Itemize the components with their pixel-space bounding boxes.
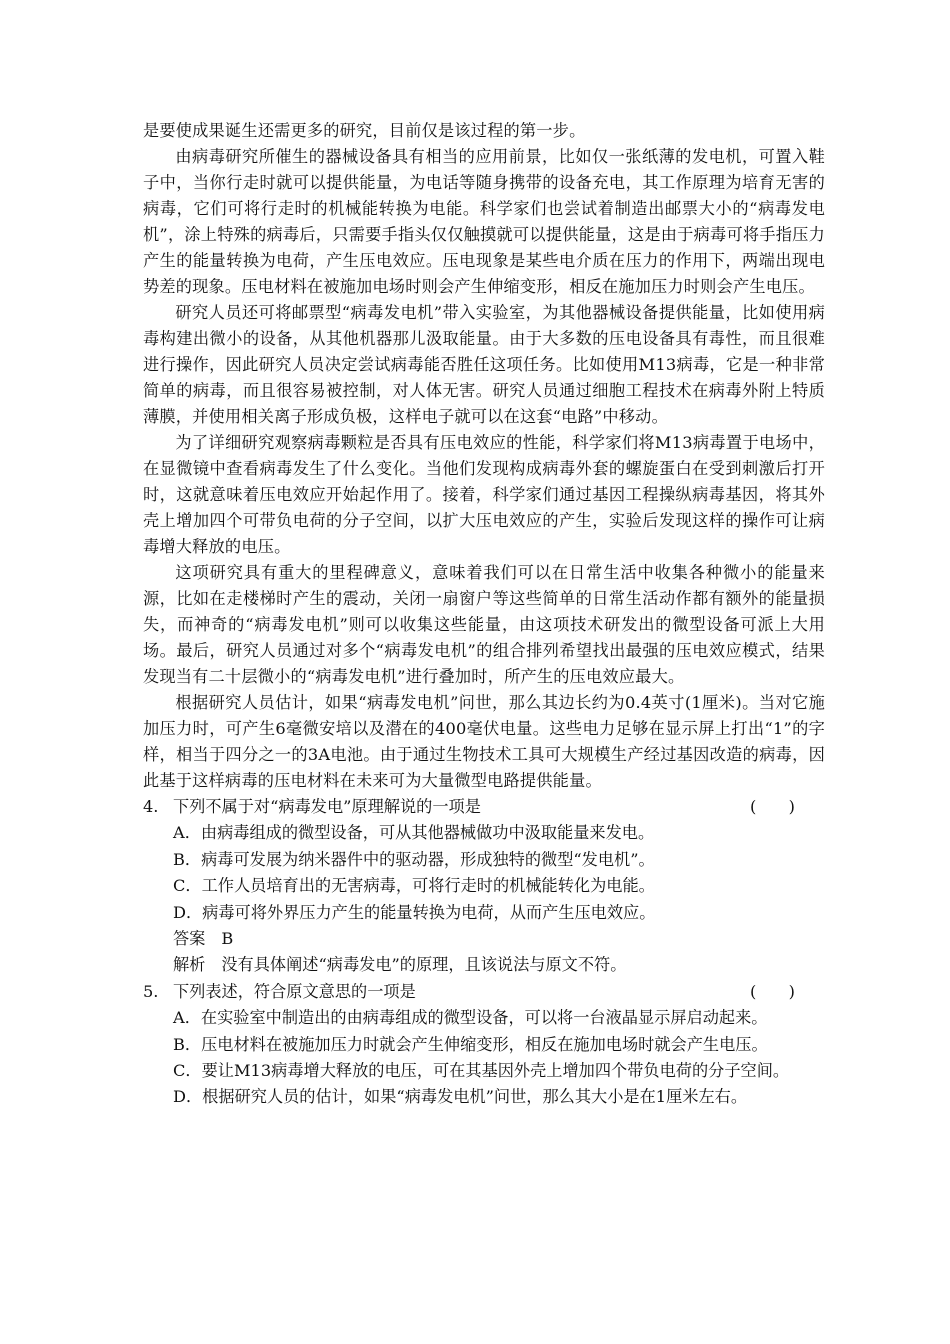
question-number: 5. <box>143 981 159 1001</box>
analysis-line <box>143 952 825 978</box>
option-letter: A． <box>173 1008 201 1028</box>
answer-label: 答案 <box>173 929 206 949</box>
document-page <box>143 118 825 1111</box>
option-text: 工作人员培育出的无害病毒，可将行走时的机械能转化为电能。 <box>201 876 655 896</box>
option-b <box>143 847 825 873</box>
answer-bracket: ( ) <box>749 981 795 1001</box>
answer-bracket: ( ) <box>749 797 795 816</box>
analysis-label: 解析 <box>173 955 206 975</box>
question-stem <box>143 794 481 820</box>
question-number: 4. <box>143 797 159 816</box>
option-c <box>143 1058 825 1084</box>
question-5 <box>143 979 825 1005</box>
answer-value: B <box>221 929 234 949</box>
option-text: 压电材料在被施加压力时就会产生伸缩变形，相反在施加电场时就会产生电压。 <box>201 1034 768 1054</box>
option-text: 病毒可发展为纳米器件中的驱动器，形成独特的微型“发电机”。 <box>201 849 655 869</box>
question-text: 下列表述，符合原文意思的一项是 <box>173 981 416 1001</box>
option-letter: B． <box>173 849 202 869</box>
option-letter: D． <box>173 902 203 922</box>
option-letter: C． <box>173 1061 202 1081</box>
option-d <box>143 1084 825 1110</box>
option-text: 根据研究人员的估计，如果“病毒发电机”问世，那么其大小是在1厘米左右。 <box>202 1087 748 1107</box>
question-text: 下列不属于对“病毒发电”原理解说的一项是 <box>173 797 481 816</box>
option-letter: C． <box>173 876 202 896</box>
paragraph-continuation: 是要使成果诞生还需更多的研究，目前仅是该过程的第一步。 <box>143 121 586 140</box>
option-text: 由病毒组成的微型设备，可从其他器械做功中汲取能量来发电。 <box>200 823 655 843</box>
option-d <box>143 900 825 926</box>
analysis-text: 没有具体阐述“病毒发电”的原理，且该说法与原文不符。 <box>221 955 627 975</box>
paragraph-applications: 由病毒研究所催生的器械设备具有相当的应用前景，比如仅一张纸薄的发电机，可置入鞋子中，当你行走时就可以提供能量，为电话等随身携带的设备充电，其工作原理为培育无害的病毒，它们可将行走时的机械能转换为电能。科学家们也尝试着制造出邮票大小的“病毒发电机”，涂上特殊的病毒后，只需要手指头仅仅触摸就可以提供能量，这是由于病毒可将手指压力产生的能量转换为电荷，产生压电效应。压电现象是某些电介质在压力的作用下，两端出现电势差的现象。压电材料在被施加电场时则会产生伸缩变形，相反在施加压力时则会产生电压。 <box>143 147 825 296</box>
option-text: 病毒可将外界压力产生的能量转换为电荷，从而产生压电效应。 <box>202 902 656 922</box>
paragraph-m13-experiment: 为了详细研究观察病毒颗粒是否具有压电效应的性能，科学家们将M13病毒置于电场中，在显微镜中查看病毒发生了什么变化。当他们发现构成病毒外套的螺旋蛋白在受到刺激后打开时，这就意味着压电效应开始起作用了。接着，科学家们通过基因工程操纵病毒基因，将其外壳上增加四个可带负电荷的分子空间，以扩大压电效应的产生，实验后发现这样的操作可让病毒增大释放的电压。 <box>143 433 825 556</box>
option-a <box>143 1005 825 1031</box>
paragraph-estimate: 根据研究人员估计，如果“病毒发电机”问世，那么其边长约为0.4英寸(1厘米)。当对它施加压力时，可产生6毫微安培以及潜在的400毫伏电量。这些电力足够在显示屏上打出“1”的字样，相当于四分之一的3A电池。由于通过生物技术工具可大规模生产经过基因改造的病毒，因此基于这样病毒的压电材料在未来可为大量微型电路提供能量。 <box>143 693 825 790</box>
option-text: 在实验室中制造出的由病毒组成的微型设备，可以将一台液晶显示屏启动起来。 <box>200 1008 768 1028</box>
option-text: 要让M13病毒增大释放的电压，可在其基因外壳上增加四个带负电荷的分子空间。 <box>201 1061 790 1081</box>
paragraph-lab-research: 研究人员还可将邮票型“病毒发电机”带入实验室，为其他器械设备提供能量，比如使用病毒构建出微小的设备，从其他机器那儿汲取能量。由于大多数的压电设备具有毒性，而且很难进行操作，因此研究人员决定尝试病毒能否胜任这项任务。比如使用M13病毒，它是一种非常简单的病毒，而且很容易被控制，对人体无害。研究人员通过细胞工程技术在病毒外附上特质薄膜，并使用相关离子形成负极，这样电子就可以在这套“电路”中移动。 <box>143 303 825 426</box>
option-letter: B． <box>173 1034 202 1054</box>
option-letter: A． <box>173 823 201 843</box>
option-letter: D． <box>173 1087 203 1107</box>
question-4 <box>143 794 825 820</box>
option-c <box>143 873 825 899</box>
answer-line <box>143 926 825 952</box>
option-a <box>143 820 825 846</box>
paragraph-significance: 这项研究具有重大的里程碑意义，意味着我们可以在日常生活中收集各种微小的能量来源，比如在走楼梯时产生的震动，关闭一扇窗户等这些简单的日常生活动作都有额外的能量损失，而神奇的“病毒发电机”则可以收集这些能量，由这项技术研发出的微型设备可派上大用场。最后，研究人员通过对多个“病毒发电机”的组合排列希望找出最强的压电效应模式，结果发现当有二十层微小的“病毒发电机”进行叠加时，所产生的压电效应最大。 <box>143 563 825 686</box>
option-b <box>143 1032 825 1058</box>
question-stem <box>143 979 416 1005</box>
